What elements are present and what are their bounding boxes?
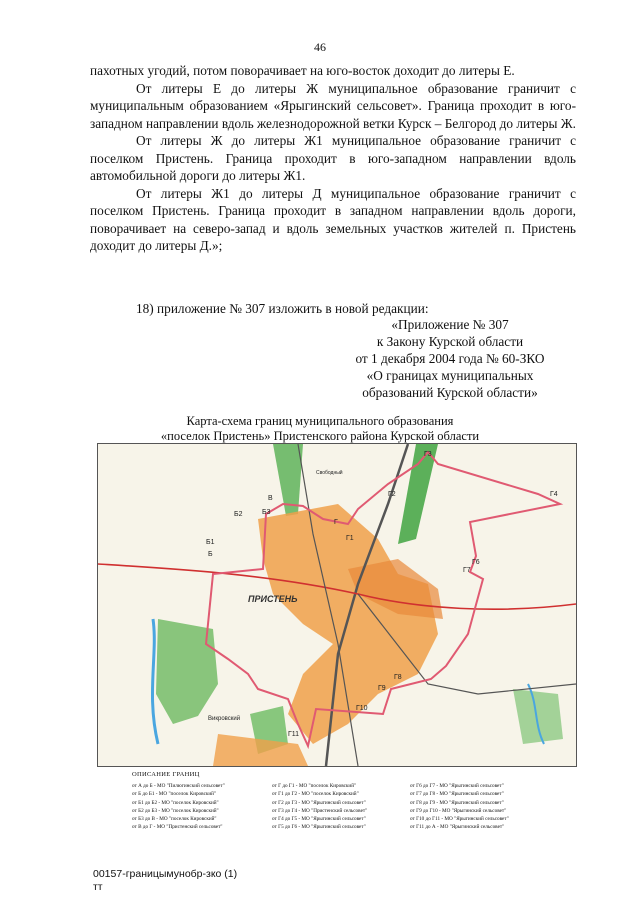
forest-area [513,689,563,744]
legend-row: от Г6 до Г7 - МО "Ярыгинский сельсовет" [410,783,504,789]
paragraph: пахотных угодий, потом поворачивает на юго-восток доходит до литеры Е. [90,63,515,78]
appendix-line: к Закону Курской области [376,334,524,349]
point-label: Б3 [262,509,271,516]
legend-row: от В до Г - МО "Пристенский сельсовет" [132,824,223,831]
legend-row: от Г9 до Г10 - МО "Ярыгинский сельсовет" [410,807,507,814]
point-label: Г11 [288,731,300,738]
legend-row: от Б1 до Б2 - МО "поселок Кировский" [132,799,219,806]
appendix-line: «О границах муниципальных [366,368,534,383]
appendix-line: «Приложение № 307 [391,317,509,332]
legend-row: от А до Б - МО "Пилюгинский сельсовет" [132,783,225,789]
legend-row: от Г до Г1 - МО "поселок Кировский" [272,783,357,789]
point-label: Г8 [394,674,402,681]
legend-row: от Г8 до Г9 - МО "Ярыгинский сельсовет" [410,799,504,806]
footer-filename: 00157-границымунобр-зко (1) [93,868,238,880]
point-label: Г3 [424,451,432,458]
point-label: Г6 [472,559,480,566]
point-label: Г2 [388,491,396,498]
paragraph: От литеры Ж1 до литеры Д муниципальное образование граничит с поселком Пристень. Граница проходит в западном направлении вдоль дороги, поворачивает на северо-запад и вдоль земельных участков жителей п. Пристень доходит до литеры Д.»; [90,185,576,253]
point-label: Б1 [206,539,215,546]
map-title [0,414,640,444]
legend-title: ОПИСАНИЕ ГРАНИЦ [132,771,200,778]
legend-row: от Б3 до В - МО "поселок Кировский" [132,816,217,823]
point-label: Г1 [346,535,354,542]
map-canvas [98,444,576,766]
legend-row: от Г3 до Г4 - МО "Пристенский сельсовет" [272,807,368,814]
map-title-line: Карта-схема границ муниципального образования [186,414,454,428]
legend-column [132,782,225,832]
legend-row: от Б до Б1 - МО "поселок Кировский" [132,791,217,798]
legend-row: от Г1 до Г2 - МО "поселок Кировский" [272,791,359,798]
paragraph: От литеры Е до литеры Ж муниципальное образование граничит с муниципальным образованием «Ярыгинский сельсовет». Граница проходит в юго-западном направлении вдоль железнодорожной ветки Курск – Белгород до литеры Ж. [90,80,576,131]
document-footer [93,868,237,894]
legend-row: от Г11 до А - МО "Ярыгинский сельсовет" [410,824,505,831]
point-label: Г10 [356,705,368,712]
appendix-line: образований Курской области» [362,385,538,400]
legend-row: от Б2 до Б3 - МО "поселок Кировский" [132,807,219,814]
footer-code: тт [93,881,103,893]
legend-row: от Г2 до Г3 - МО "Ярыгинский сельсовет" [272,799,366,806]
point-label: Г4 [550,491,558,498]
legend-column [410,782,509,832]
place-label: Свободный [316,470,343,476]
legend-row: от Г10 до Г11 - МО "Ярыгинский сельсовет" [410,816,509,823]
forest-area [156,619,218,724]
place-label: Викровский [208,716,241,722]
appendix-header [300,316,600,401]
point-label: Г9 [378,685,386,692]
boundary-map [97,443,577,767]
paragraph: От литеры Ж до литеры Ж1 муниципальное образование граничит с поселком Пристень. Граница проходит в юго-западном направлении вдоль автомобильной дороги до литеры Ж1. [90,133,576,183]
point-label: Б [208,551,213,558]
town-label: ПРИСТЕНЬ [248,594,298,604]
body-text [90,62,576,255]
legend-row: от Г7 до Г8 - МО "Ярыгинский сельсовет" [410,791,504,798]
point-label: Б2 [234,511,243,518]
legend-row: от Г5 до Г6 - МО "Ярыгинский сельсовет" [272,824,366,831]
point-label: Г [334,519,338,526]
point-label: В [268,495,273,502]
appendix-line: от 1 декабря 2004 года № 60-ЗКО [355,351,545,366]
page-number: 46 [314,40,326,54]
legend-row: от Г4 до Г5 - МО "Ярыгинский сельсовет" [272,816,366,823]
map-title-line: «поселок Пристень» Пристенского района Курской области [160,429,480,443]
point-label: Г7 [463,567,471,574]
amendment-item: 18) приложение № 307 изложить в новой редакции: [136,301,429,316]
legend-column [272,782,367,832]
